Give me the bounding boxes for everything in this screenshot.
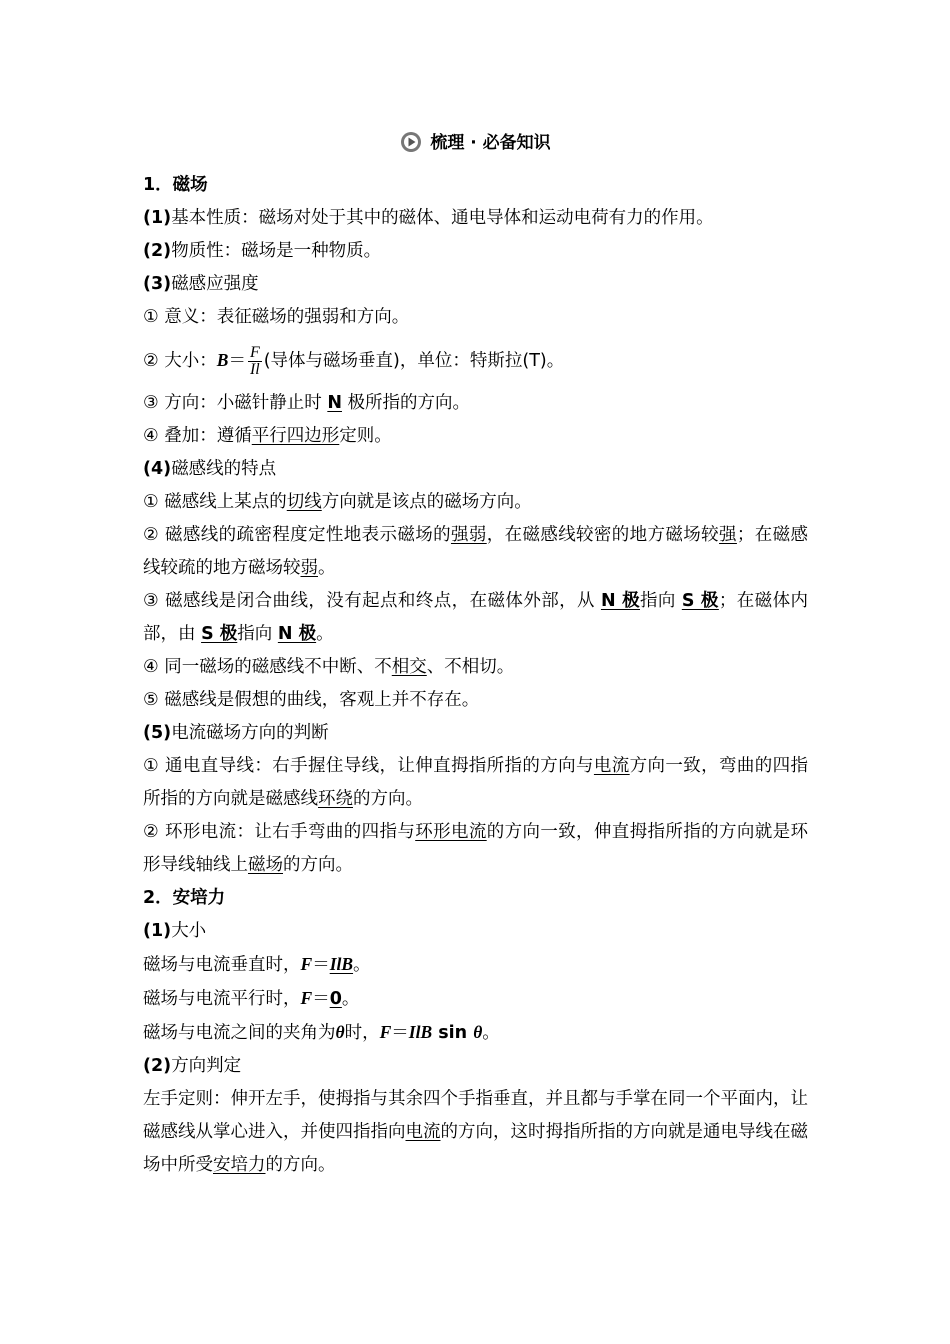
- field-line-point-1: ① 磁感线上某点的切线方向就是该点的磁场方向。: [143, 492, 532, 512]
- left-hand-rule: 左手定则：伸开左手，使拇指与其余四个手指垂直，并且都与手掌在同一个平面内，让磁感线从掌心进入，并使四指指向电流的方向，这时拇指所指的方向就是通电导线在磁场中所受安培力的方向。: [143, 1089, 808, 1175]
- field-line-point-5: ⑤ 磁感线是假想的曲线，客观上并不存在。: [143, 690, 480, 710]
- play-circle-icon: [400, 131, 422, 153]
- item-current-field-direction: (5)电流磁场方向的判断: [143, 723, 329, 743]
- sub-item-meaning: ① 意义：表征磁场的强弱和方向。: [143, 307, 410, 327]
- item-material-property: (2)物质性：磁场是一种物质。: [143, 241, 382, 261]
- heading-ampere-force: 2．安培力: [143, 888, 226, 908]
- section-title-text: 梳理 · 必备知识: [430, 133, 551, 153]
- heading-magnetic-field: 1．磁场: [143, 175, 208, 195]
- sub-item-magnitude: ② 大小：B＝ $\frac{F}{Il}$ (导体与磁场垂直)，单位：特斯拉(T)。: [143, 343, 565, 378]
- item-direction-rule: (2)方向判定: [143, 1056, 242, 1076]
- sub-item-direction: ③ 方向：小磁针静止时 N 极所指的方向。: [143, 393, 471, 413]
- field-line-point-2: ② 磁感线的疏密程度定性地表示磁场的强弱，在磁感线较密的地方磁场较强；在磁感线较疏的地方磁场较弱。: [143, 525, 809, 578]
- field-line-point-4: ④ 同一磁场的磁感线不中断、不相交、不相切。: [143, 657, 515, 677]
- sub-item-superposition: ④ 叠加：遵循平行四边形定则。: [143, 426, 392, 446]
- formula-perpendicular: 磁场与电流垂直时，F＝IlB。: [143, 954, 371, 975]
- formula-angle: 磁场与电流之间的夹角为θ时，F＝IlB sin θ。: [143, 1022, 500, 1043]
- section-header: [143, 125, 808, 161]
- item-field-lines: (4)磁感线的特点: [143, 459, 277, 479]
- current-rule-loop: ② 环形电流：让右手弯曲的四指与环形电流的方向一致，伸直拇指所指的方向就是环形导线轴线上磁场的方向。: [143, 822, 809, 875]
- formula-parallel: 磁场与电流平行时，F＝0。: [143, 988, 360, 1009]
- item-basic-property: (1)基本性质：磁场对处于其中的磁体、通电导体和运动电荷有力的作用。: [143, 208, 714, 228]
- item-magnitude: (1)大小: [143, 921, 207, 941]
- fraction: $\frac{F}{Il}$: [249, 343, 260, 378]
- field-line-point-3: ③ 磁感线是闭合曲线，没有起点和终点，在磁体外部，从 N 极指向 S 极；在磁体内部，由 S 极指向 N 极。: [143, 591, 808, 644]
- item-flux-density: (3)磁感应强度: [143, 274, 259, 294]
- document-page: [143, 125, 808, 1182]
- current-rule-straight-wire: ① 通电直导线：右手握住导线，让伸直拇指所指的方向与电流方向一致，弯曲的四指所指的方向就是磁感线环绕的方向。: [143, 756, 809, 809]
